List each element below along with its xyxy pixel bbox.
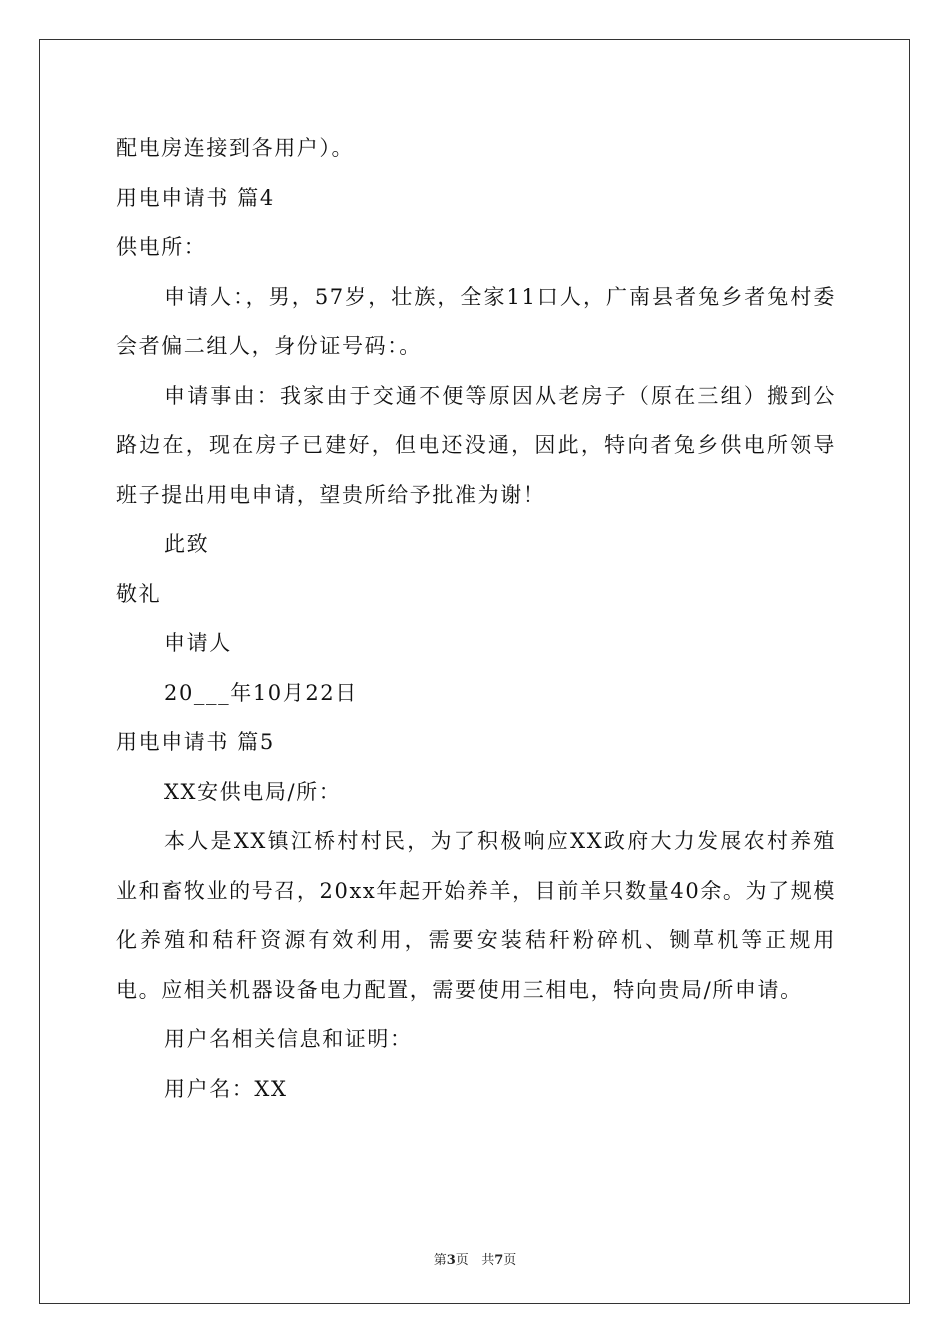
body-paragraph: 本人是XX镇江桥村村民，为了积极响应XX政府大力发展农村养殖业和畜牧业的号召，20xx年起开始养羊，目前羊只数量40余。为了规模化养殖和秸秆资源有效利用，需要安装秸秆粉碎机、铡草机等正规用电。应相关机器设备电力配置，需要使用三相电，特向贵局/所申请。 <box>116 829 836 1002</box>
date-line: 20___年10月22日 <box>164 680 358 705</box>
text-line: 配电房连接到各用户）。 <box>116 136 355 160</box>
page-number: 3 <box>446 1253 456 1268</box>
closing-salutation: 此致 <box>164 532 210 556</box>
document-body <box>116 124 836 1114</box>
page-footer <box>0 1249 950 1268</box>
reason-paragraph: 申请事由：我家由于交通不便等原因从老房子（原在三组）搬到公路边在，现在房子已建好，但电还没通，因此，特向者兔乡供电所领导班子提出用电申请，望贵所给予批准为谢！ <box>116 383 836 507</box>
addressee: 供电所： <box>116 235 207 259</box>
section-heading: 用电申请书 篇5 <box>116 730 275 754</box>
total-prefix: 共 <box>481 1253 495 1268</box>
username-line: 用户名：XX <box>164 1076 288 1101</box>
applicant-paragraph: 申请人：，男，57岁，壮族，全家11口人，广南县者兔乡者兔村委会者偏二组人，身份证号码：。 <box>116 284 836 358</box>
page-suffix: 页 <box>455 1253 469 1268</box>
total-pages: 7 <box>494 1253 504 1268</box>
signature-label: 申请人 <box>164 631 232 655</box>
section-heading: 用电申请书 篇4 <box>116 185 275 210</box>
closing-regards: 敬礼 <box>116 581 162 606</box>
addressee: XX安供电局/所： <box>164 779 342 804</box>
total-suffix: 页 <box>503 1253 517 1268</box>
info-heading: 用户名相关信息和证明： <box>164 1027 413 1051</box>
page-prefix: 第 <box>433 1253 447 1268</box>
